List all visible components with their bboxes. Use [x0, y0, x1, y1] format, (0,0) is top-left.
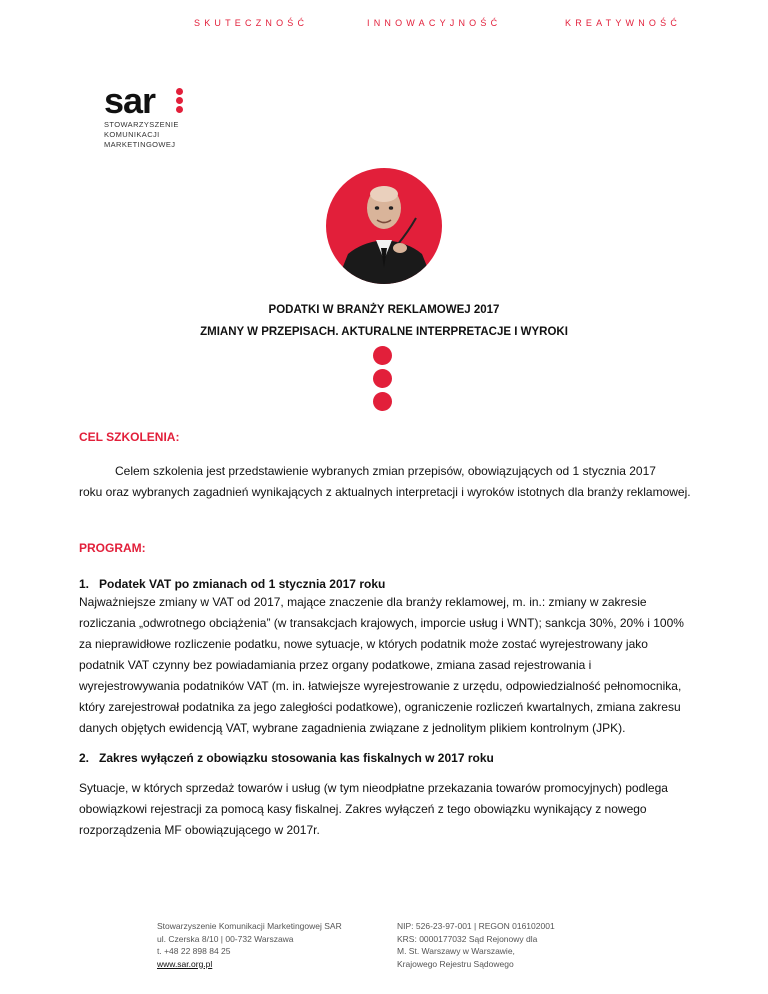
speaker-portrait	[326, 168, 442, 284]
title-line-2: ZMIANY W PRZEPISACH. AKTURALNE INTERPRETACJE I WYROKI	[200, 326, 568, 338]
logo-mark: sar	[104, 80, 156, 121]
header-values	[0, 18, 768, 32]
header-value-innovation: INNOWACYJNOŚĆ	[367, 18, 502, 28]
logo-dots-icon	[176, 88, 184, 115]
footer-registry: NIP: 526-23-97-001 | REGON 016102001 KRS: 0000177032 Sąd Rejonowy dla M. St. Warszawy w Warszawie, Krajowego Rejestru Sądowego	[397, 921, 555, 969]
footer-address: Stowarzyszenie Komunikacji Marketingowej SAR ul. Czerska 8/10 | 00-732 Warszawa t. +48 22 898 84 25 www.sar.org.pl	[157, 921, 342, 969]
decorative-dots-icon	[373, 346, 395, 415]
program-heading: PROGRAM:	[79, 541, 146, 555]
goal-text: Celem szkolenia jest przedstawienie wybranych zmian przepisów, obowiązujących od 1 stycznia 2017 roku oraz wybranych zagadnień wynikających z aktualnych interpretacji i wyroków istotnych dla branży reklamowej.	[79, 464, 691, 499]
website-link[interactable]: www.sar.org.pl	[157, 958, 213, 969]
program-item-title: 2. Zakres wyłączeń z obowiązku stosowania kas fiskalnych w 2017 roku	[79, 751, 494, 765]
program-item-body: Sytuacje, w których sprzedaż towarów i usług (w tym nieodpłatne przekazania towarów promocyjnych) podlega obowiązkowi rejestracji za pomocą kasy fiskalnej. Zakres wyłączeń z tego obowiązku wynikający z nowego rozporządzenia MF obowiązującego w 2017r.	[79, 781, 668, 837]
sar-logo	[104, 80, 244, 156]
goal-heading: CEL SZKOLENIA:	[79, 430, 180, 444]
header-value-effectiveness: SKUTECZNOŚĆ	[194, 18, 309, 28]
logo-subtitle: STOWARZYSZENIE KOMUNIKACJI MARKETINGOWEJ	[104, 120, 179, 149]
title-line-1: PODATKI W BRANŻY REKLAMOWEJ 2017	[268, 304, 500, 316]
program-item-body: Najważniejsze zmiany w VAT od 2017, mające znaczenie dla branży reklamowej, m. in.: zmiany w zakresie rozliczania „odwrotnego obciążenia” (w transakcjach krajowych, imporcie usług i WNT); sankcja 30%, 20% i 100% za nieprawidłowe rozliczenie podatku, nowe sytuacje, w których podatnik może zostać wyrejestrowany jako podatnik VAT czynny bez powiadamiania przez organy podatkowe, zmiana zasad rejestrowania i wyrejestrowywania podatników VAT (m. in. łatwiejsze wyrejestrowanie z urzędu, odpowiedzialność pełnomocnika, który zarejestrował podatnika za jego zaległości podatkowe), ograniczenie rozliczeń kwartalnych, zmiana zakresu danych objętych ewidencją VAT, wybrane zagadnienia związane z jednolitym plikiem kontrolnym (JPK).	[79, 595, 684, 735]
header-value-creativity: KREATYWNOŚĆ	[565, 18, 682, 28]
program-item-title: 1. Podatek VAT po zmianach od 1 stycznia 2017 roku	[79, 577, 386, 591]
